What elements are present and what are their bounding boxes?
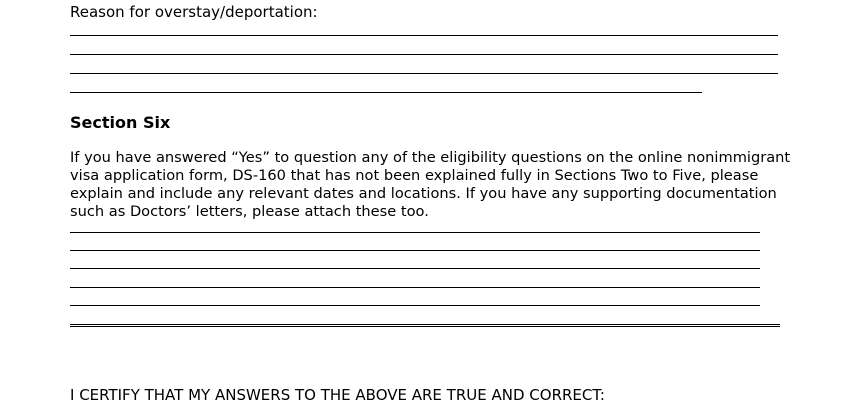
instructions-line: such as Doctors’ letters, please attach these too. [70, 203, 429, 220]
section-six-heading: Section Six [70, 113, 171, 132]
section-six-answer-line-3[interactable] [70, 268, 760, 269]
section-six-instructions [70, 149, 791, 221]
section-six-answer-line-4[interactable] [70, 287, 760, 288]
certification-statement: I CERTIFY THAT MY ANSWERS TO THE ABOVE ARE TRUE AND CORRECT: [70, 386, 605, 404]
reason-answer-line-4[interactable] [70, 92, 702, 93]
reason-answer-line-1[interactable] [70, 35, 778, 36]
reason-label: Reason for overstay/deportation: [70, 3, 318, 21]
reason-answer-line-3[interactable] [70, 73, 778, 74]
section-six-answer-line-6[interactable] [70, 324, 780, 327]
instructions-line: visa application form, DS-160 that has not been explained fully in Sections Two to Five, please [70, 167, 759, 184]
section-six-answer-line-2[interactable] [70, 250, 760, 251]
instructions-line: If you have answered “Yes” to question any of the eligibility questions on the online nonimmigrant [70, 149, 791, 166]
instructions-line: explain and include any relevant dates and locations. If you have any supporting documentation [70, 185, 777, 202]
reason-answer-line-2[interactable] [70, 54, 778, 55]
section-six-answer-line-1[interactable] [70, 232, 760, 233]
section-six-answer-line-5[interactable] [70, 305, 760, 306]
